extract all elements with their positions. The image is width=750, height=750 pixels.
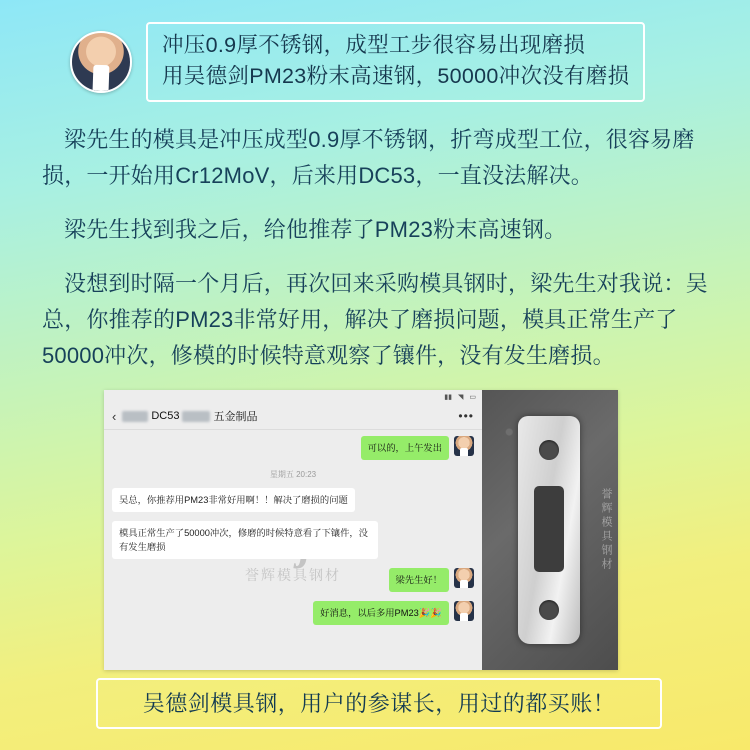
chat-title-suffix: 五金制品 — [213, 411, 258, 423]
paragraph-1: 梁先生的模具是冲压成型0.9厚不锈钢，折弯成型工位，很容易磨损，一开始用Cr12MoV，后来用DC53，一直没法解决。 — [42, 127, 695, 188]
avatar — [70, 31, 132, 93]
headline-line-2: 用吴德剑PM23粉末高速钢，50000冲次没有磨损 — [162, 64, 630, 88]
message-bubble-outgoing[interactable]: 可以的，上午发出 — [361, 436, 449, 460]
chat-header — [104, 403, 482, 430]
blurred-name-prefix — [122, 411, 148, 422]
chat-message — [112, 436, 474, 460]
more-dots-icon[interactable]: ••• — [458, 409, 474, 423]
watermark-text: 誉辉模具钢材 — [245, 567, 341, 584]
headline-line-1: 冲压0.9厚不锈钢，成型工步很容易出现磨损 — [162, 33, 586, 57]
product-photo — [482, 390, 618, 670]
wifi-icon: ◥ — [457, 393, 464, 401]
part-hole-top — [539, 440, 559, 460]
back-arrow-icon[interactable]: ‹ — [112, 408, 117, 424]
battery-icon: ▭ — [469, 393, 476, 401]
header — [70, 22, 726, 102]
chat-message — [112, 488, 474, 512]
footer-text: 吴德剑模具钢，用户的参谋长，用过的都买账！ — [142, 691, 616, 716]
message-bubble-incoming[interactable]: 吴总，你推荐用PM23非常好用啊！！解决了磨损的问题 — [112, 488, 355, 512]
photo-watermark-text: 誉辉模具钢材 — [600, 488, 612, 572]
chat-screenshot — [104, 390, 482, 670]
paragraph-2: 梁先生找到我之后，给他推荐了PM23粉末高速钢。 — [64, 217, 567, 242]
chat-message-list[interactable] — [104, 430, 482, 670]
chat-message — [112, 521, 474, 559]
part-hole-bottom — [539, 600, 559, 620]
body-copy — [42, 122, 714, 392]
chat-title — [122, 408, 257, 424]
avatar — [454, 568, 474, 588]
footer-banner — [96, 678, 662, 729]
chat-status-bar — [104, 390, 482, 403]
paragraph-3: 没想到时隔一个月后，再次回来采购模具钢时，梁先生对我说：吴总，你推荐的PM23非常好用，解决了磨损问题，模具正常生产了50000冲次，修模的时候特意观察了镶件，没有发生磨损。 — [42, 271, 708, 368]
message-bubble-outgoing[interactable]: 梁先生好！ — [389, 568, 450, 592]
blurred-name-middle — [182, 411, 210, 422]
headline-box — [146, 22, 645, 102]
stamped-part-shape — [518, 416, 580, 644]
chat-message — [112, 601, 474, 625]
message-bubble-incoming[interactable]: 模具正常生产了50000冲次，修磨的时候特意看了下镶件，没有发生磨损 — [112, 521, 378, 559]
avatar — [454, 601, 474, 621]
message-bubble-outgoing[interactable]: 好消息，以后多用PM23🎉🎉 — [313, 601, 449, 625]
media-row — [104, 390, 618, 670]
avatar — [454, 436, 474, 456]
chat-timestamp: 星期五 20:23 — [269, 470, 317, 479]
signal-icon: ▮▮ — [444, 393, 452, 401]
chat-message — [112, 568, 474, 592]
chat-title-text: DC53 — [151, 410, 180, 422]
